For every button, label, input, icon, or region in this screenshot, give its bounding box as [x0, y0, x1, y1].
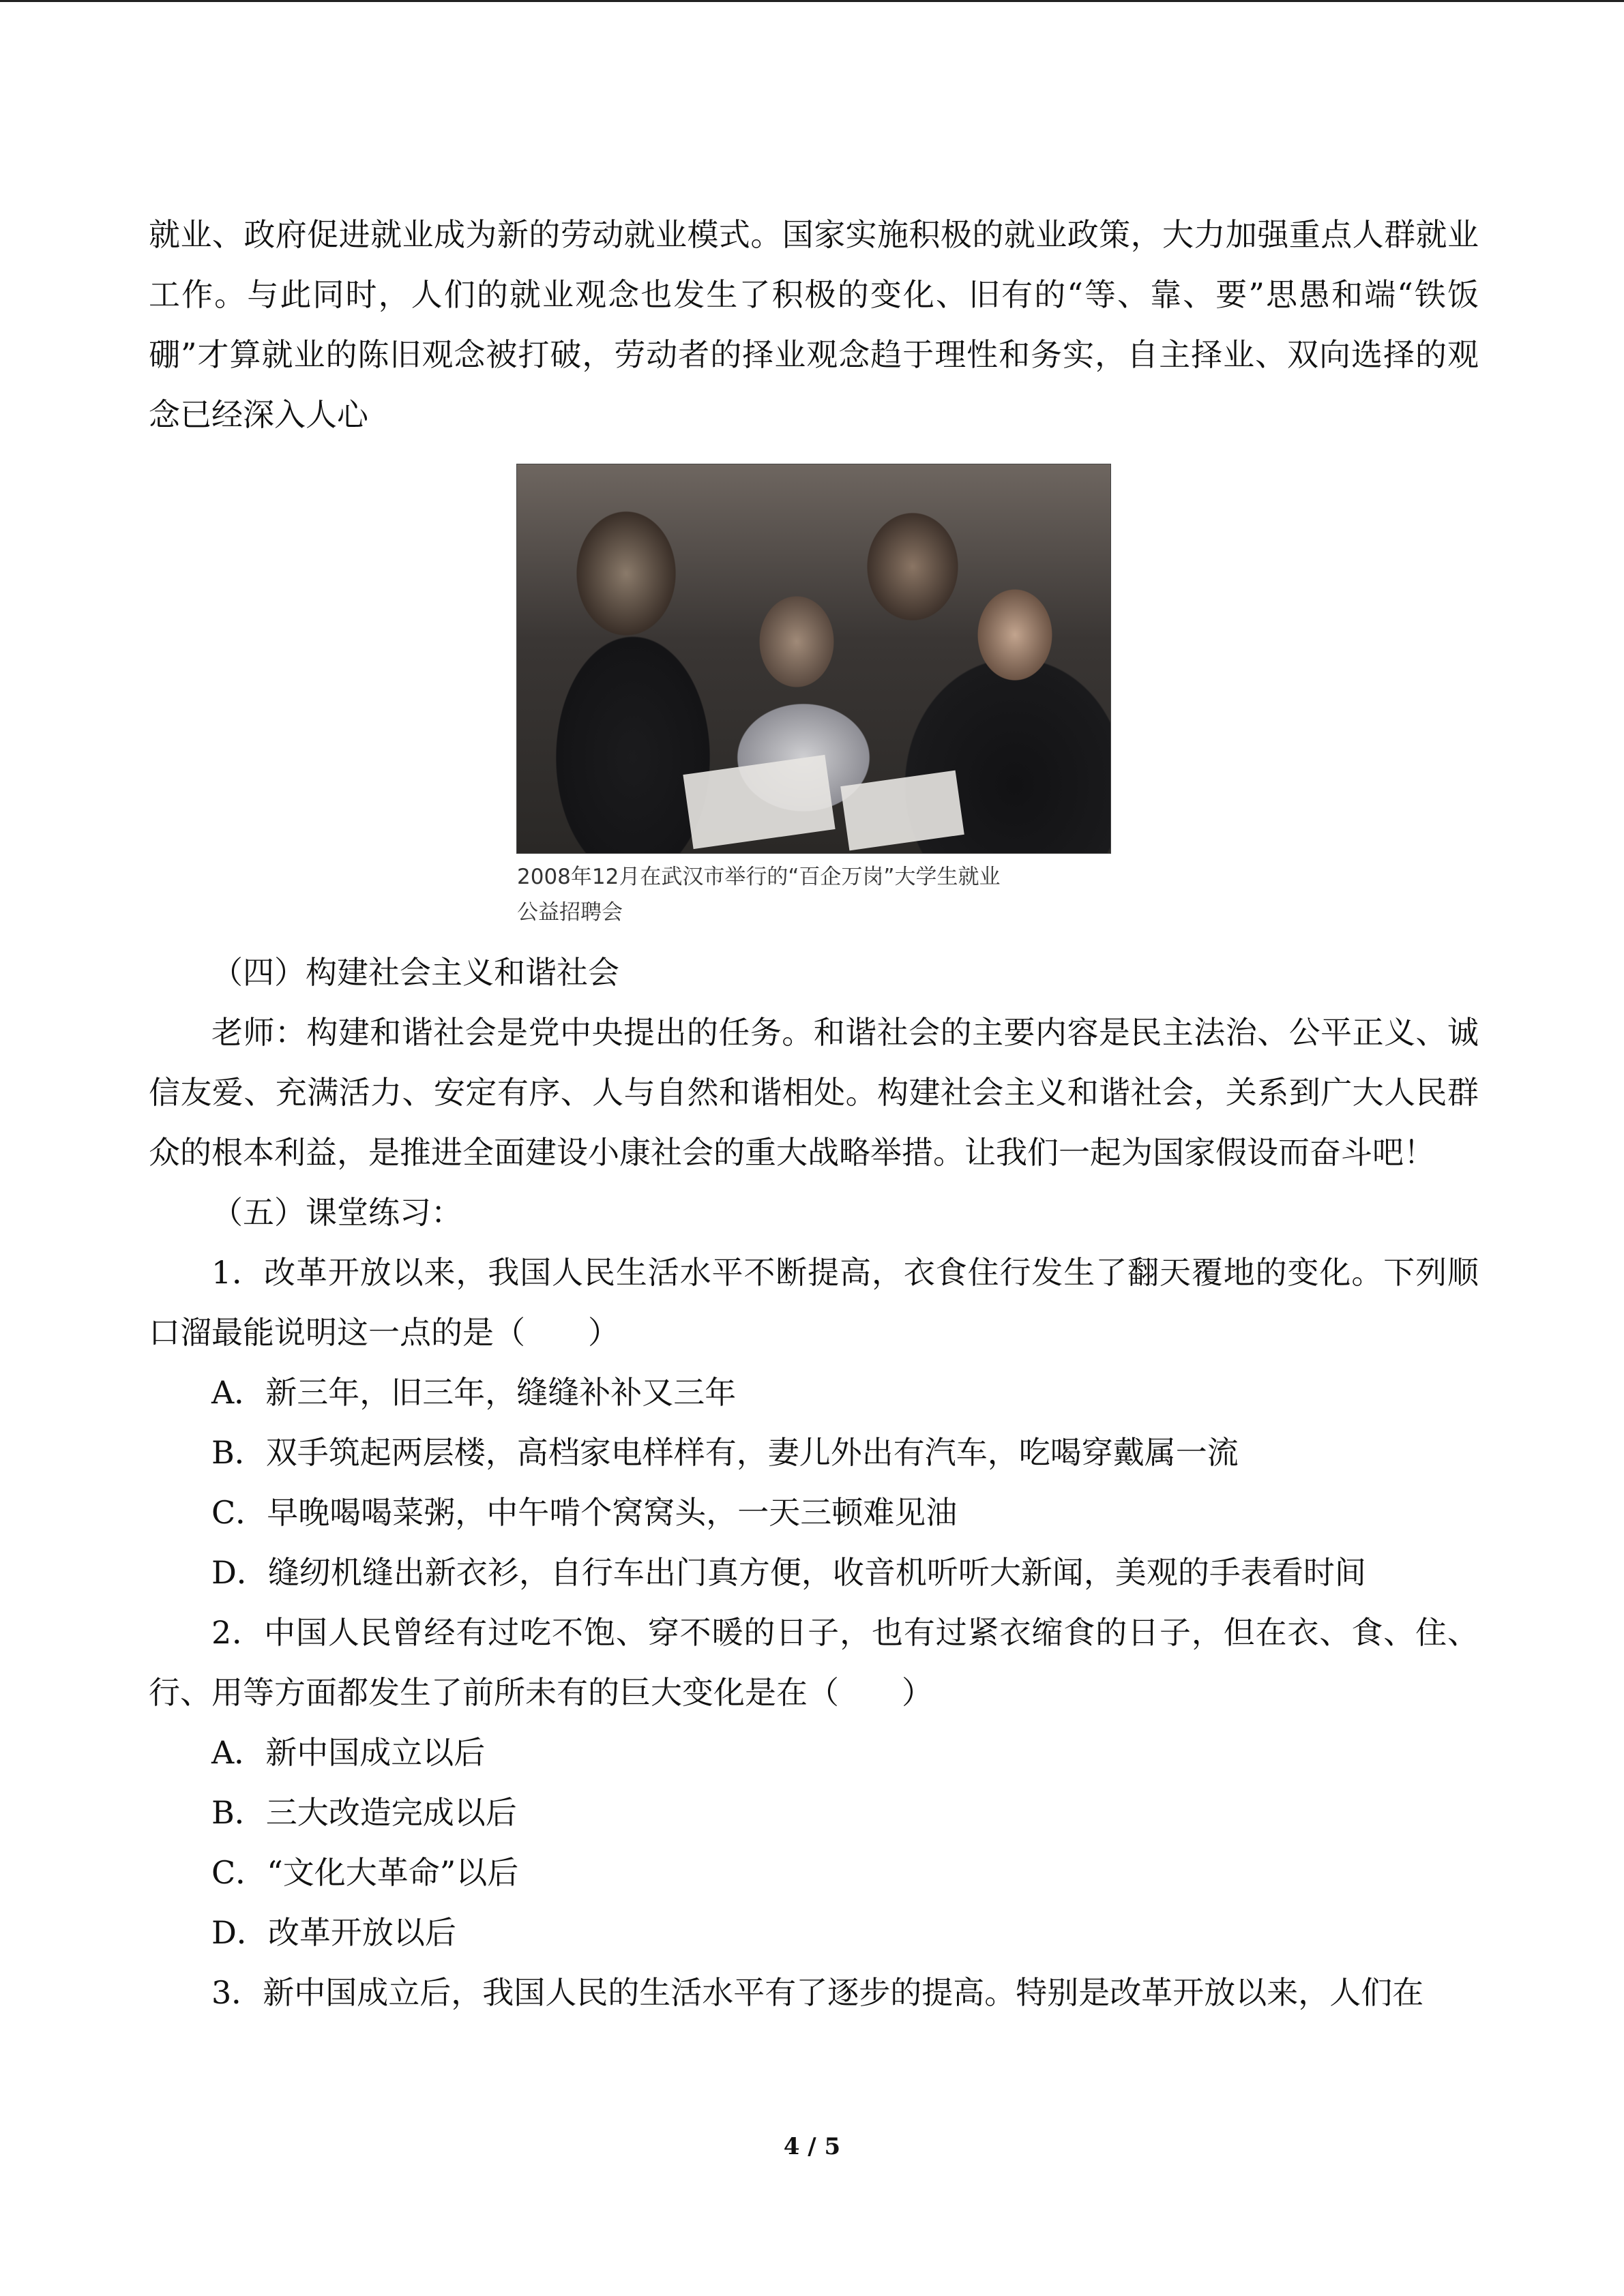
question-1-option-b: B．双手筑起两层楼，高档家电样样有，妻儿外出有汽车，吃喝穿戴属一流 — [211, 1434, 1239, 1471]
question-1-option-c: C．早晚喝喝菜粥，中午啃个窝窝头，一天三顿难见油 — [211, 1494, 958, 1531]
figure-caption — [517, 859, 1110, 930]
question-2-stem: 2．中国人民曾经有过吃不饱、穿不暖的日子，也有过紧衣缩食的日子，但在衣、食、住、行、用等方面都发生了前所未有的巨大变化是在（ ） — [149, 1614, 1479, 1711]
photo-paper-detail — [840, 771, 964, 851]
question-2-option-a: A．新中国成立以后 — [211, 1734, 486, 1771]
photo-paper-detail — [683, 755, 835, 849]
question-3-stem: 3．新中国成立后，我国人民的生活水平有了逐步的提高。特别是改革开放以来，人们在 — [211, 1974, 1424, 2011]
page-number: 4 / 5 — [783, 2133, 841, 2160]
job-fair-figure — [514, 464, 1114, 930]
section-5-heading: （五）课堂练习： — [211, 1194, 462, 1231]
page-content — [149, 205, 1479, 2023]
caption-line-1: 2008年12月在武汉市举行的“百企万岗”大学生就业 — [517, 865, 1001, 889]
section-4-heading: （四）构建社会主义和谐社会 — [211, 954, 619, 991]
question-1-stem: 1．改革开放以来，我国人民生活水平不断提高，衣食住行发生了翻天覆地的变化。下列顺口溜最能说明这一点的是（ ） — [149, 1254, 1479, 1351]
caption-line-2: 公益招聘会 — [517, 900, 623, 925]
top-border-line — [0, 0, 1624, 2]
question-1-option-d: D．缝纫机缝出新衣衫，自行车出门真方便，收音机听听大新闻，美观的手表看时间 — [211, 1554, 1366, 1591]
intro-paragraph: 就业、政府促进就业成为新的劳动就业模式。国家实施积极的就业政策，大力加强重点人群就业工作。与此同时，人们的就业观念也发生了积极的变化、旧有的“等、靠、要”思愚和端“铁饭硼”才算就业的陈旧观念被打破，劳动者的择业观念趋于理性和务实，自主择业、双向选择的观念已经深入人心 — [149, 216, 1479, 433]
question-2-option-c: C．“文化大革命”以后 — [211, 1854, 519, 1891]
question-2-option-b: B．三大改造完成以后 — [211, 1794, 517, 1831]
question-1-option-a: A．新三年，旧三年，缝缝补补又三年 — [211, 1374, 737, 1411]
teacher-paragraph: 老师：构建和谐社会是党中央提出的任务。和谐社会的主要内容是民主法治、公平正义、诚信友爱、充满活力、安定有序、人与自然和谐相处。构建社会主义和谐社会，关系到广大人民群众的根本利益，是推进全面建设小康社会的重大战略举措。让我们一起为国家假设而奋斗吧！ — [149, 1014, 1479, 1171]
job-fair-photo — [516, 464, 1111, 854]
question-2-option-d: D．改革开放以后 — [211, 1914, 456, 1951]
